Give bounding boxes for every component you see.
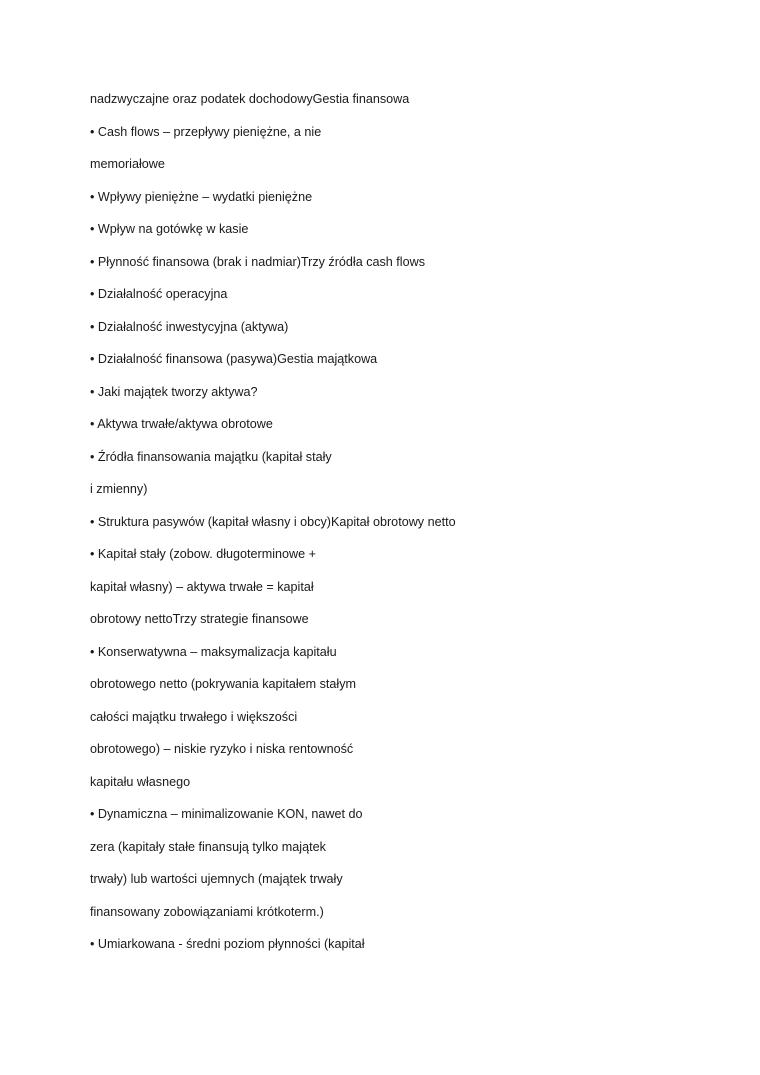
text-line: trwały) lub wartości ujemnych (majątek trwały [90, 872, 343, 886]
text-line: kapitał własny) – aktywa trwałe = kapitał [90, 579, 314, 594]
text-line: obrotowego) – niskie ryzyko i niska rentowność [90, 742, 354, 756]
text-line: • Wpływ na gotówkę w kasie [90, 222, 249, 236]
text-line: • Dynamiczna – minimalizowanie KON, nawet do [90, 807, 363, 821]
text-line: • Struktura pasywów (kapitał własny i obcy)Kapitał obrotowy netto [90, 514, 456, 529]
text-line: • Działalność inwestycyjna (aktywa) [90, 319, 289, 334]
text-line: • Umiarkowana - średni poziom płynności (kapitał [90, 937, 365, 951]
text-line: • Kapitał stały (zobow. długoterminowe + [90, 547, 316, 561]
text-line: i zmienny) [90, 482, 148, 496]
text-line: zera (kapitały stałe finansują tylko majątek [90, 839, 326, 854]
text-line: • Cash flows – przepływy pieniężne, a nie [90, 124, 322, 139]
text-line: • Płynność finansowa (brak i nadmiar)Trzy źródła cash flows [90, 254, 426, 269]
text-line: • Źródła finansowania majątku (kapitał stały [90, 449, 332, 464]
text-line: kapitału własnego [90, 774, 191, 789]
text-line: obrotowego netto (pokrywania kapitałem stałym [90, 677, 356, 691]
text-line: obrotowy nettoTrzy strategie finansowe [90, 612, 309, 626]
text-line: • Wpływy pieniężne – wydatki pieniężne [90, 189, 313, 204]
text-line: całości majątku trwałego i większości [90, 709, 298, 724]
text-line: memoriałowe [90, 157, 165, 171]
text-line: nadzwyczajne oraz podatek dochodowyGestia finansowa [90, 92, 410, 106]
text-line: • Konserwatywna – maksymalizacja kapitału [90, 644, 337, 659]
text-line: • Jaki majątek tworzy aktywa? [90, 384, 258, 399]
text-line: finansowany zobowiązaniami krótkoterm.) [90, 904, 324, 919]
document-page [90, 83, 710, 961]
text-line: • Działalność operacyjna [90, 287, 228, 301]
text-line: • Aktywa trwałe/aktywa obrotowe [90, 417, 273, 431]
text-line: • Działalność finansowa (pasywa)Gestia majątkowa [90, 352, 378, 366]
